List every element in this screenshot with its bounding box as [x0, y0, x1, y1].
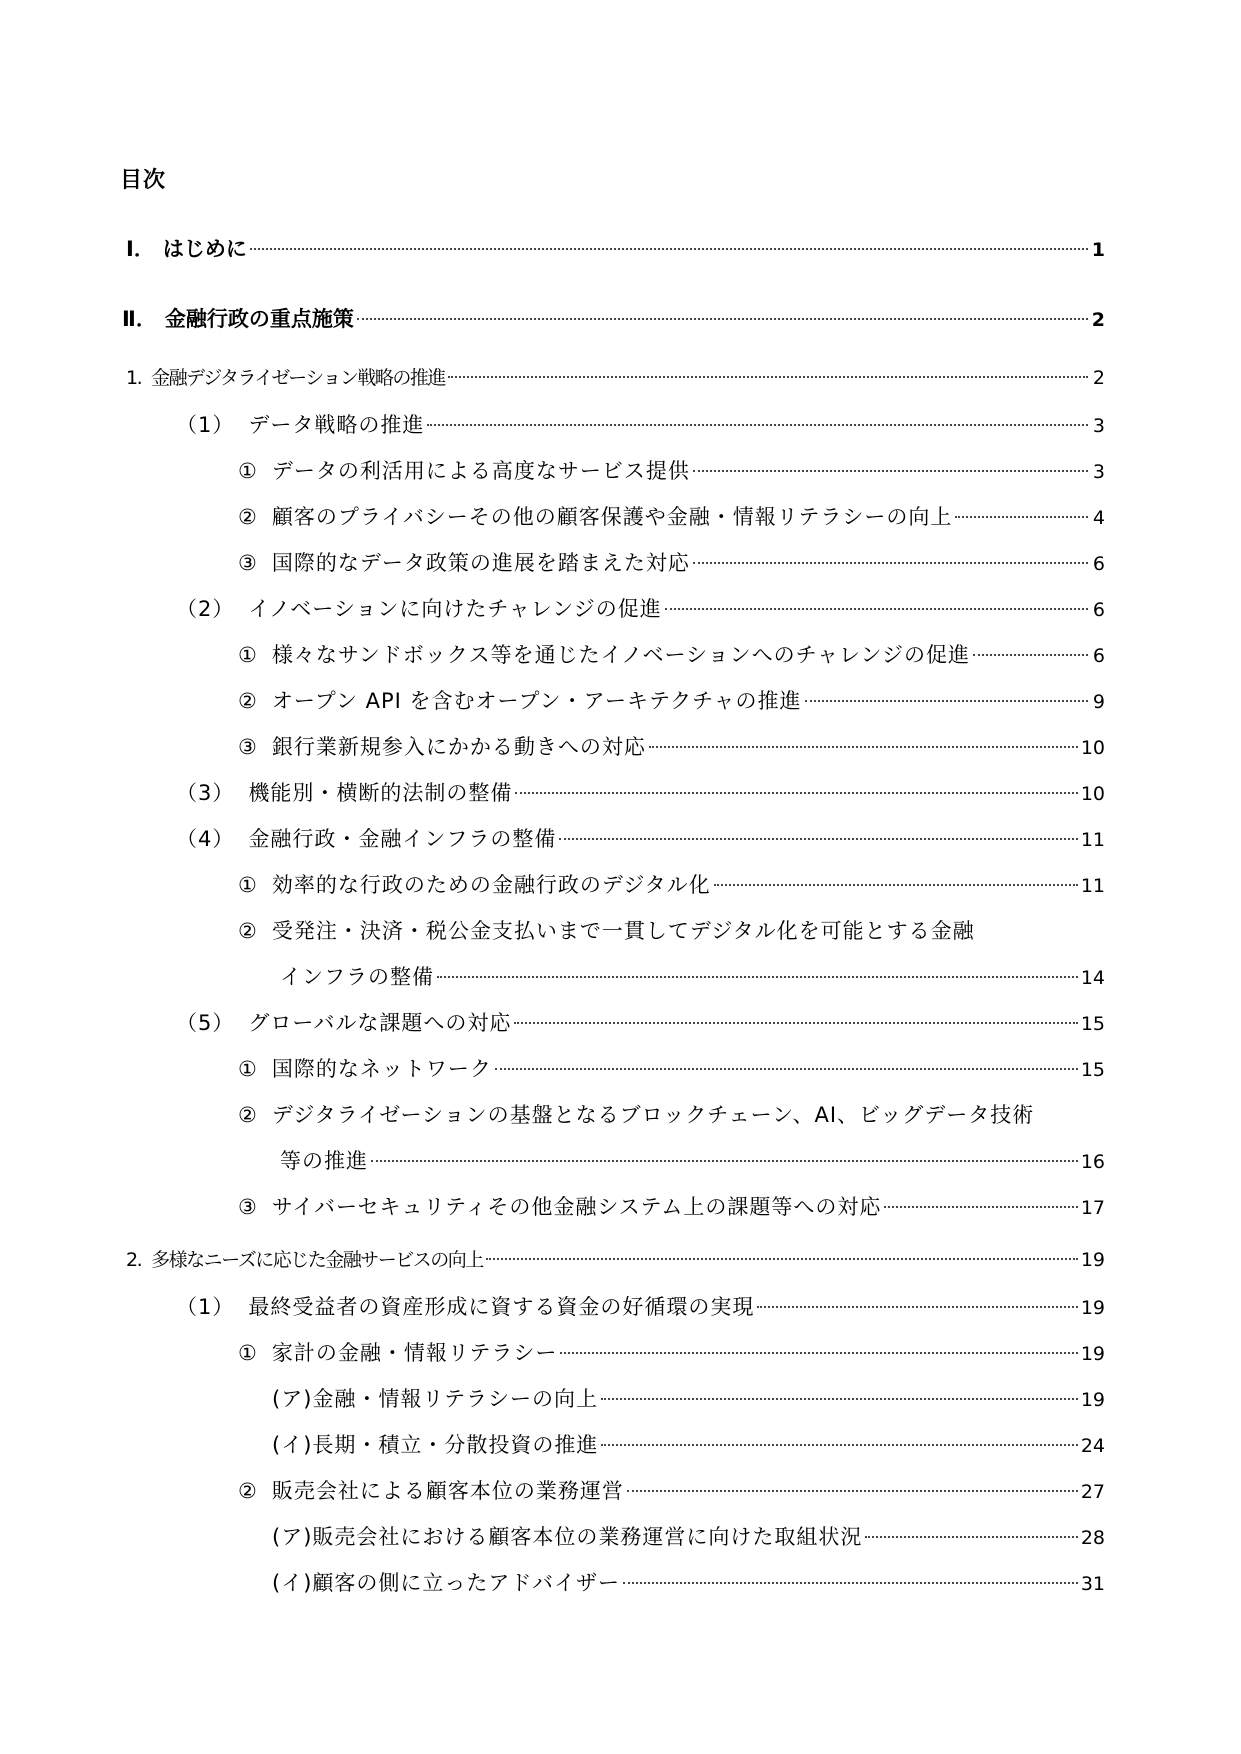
toc-page-number: 15 [1080, 1013, 1105, 1035]
toc-entry-text: 金融・情報リテラシーの向上 [312, 1387, 598, 1411]
toc-entry-marker: Ⅱ． [122, 307, 157, 331]
toc-entry-text: 顧客の側に立ったアドバイザー [312, 1571, 620, 1595]
dot-leader [884, 1206, 1077, 1208]
toc-entry[interactable] [126, 363, 1105, 390]
dot-leader [649, 746, 1078, 748]
toc-entry[interactable] [272, 1383, 1105, 1413]
toc-entry-marker: 2. [126, 1249, 142, 1271]
toc-entry-marker: ② [238, 1103, 258, 1127]
toc-entry[interactable] [238, 547, 1105, 577]
toc-entry-marker: ③ [238, 1195, 258, 1219]
toc-entry-marker: (イ) [272, 1433, 313, 1457]
toc-entry-text: データ戦略の推進 [248, 413, 425, 437]
toc-page-number: 2 [1091, 309, 1105, 331]
dot-leader [601, 1398, 1078, 1400]
toc-entry[interactable] [280, 961, 1105, 991]
toc-entry-text: 銀行業新規参入にかかる動きへの対応 [271, 735, 646, 759]
dot-leader [559, 838, 1077, 840]
toc-entry-marker: ② [238, 1479, 258, 1503]
toc-entry-marker: （2） [176, 597, 235, 621]
toc-entry-marker: (ア) [272, 1387, 313, 1411]
toc-entry-text: 金融行政・金融インフラの整備 [248, 827, 557, 851]
toc-entry-text: 効率的な行政のための金融行政のデジタル化 [271, 873, 711, 897]
dot-leader [514, 1022, 1077, 1024]
toc-entry[interactable] [126, 1245, 1105, 1272]
toc-entry[interactable] [238, 1053, 1105, 1083]
dot-leader [623, 1582, 1078, 1584]
toc-entry[interactable] [272, 1521, 1105, 1551]
toc-entry-marker: (イ) [272, 1571, 313, 1595]
toc-entry[interactable] [176, 823, 1105, 853]
toc-entry-marker: ② [238, 689, 258, 713]
toc-page-number: 9 [1092, 691, 1105, 713]
toc-entry[interactable] [238, 685, 1105, 715]
dot-leader [805, 700, 1088, 702]
toc-entry-text: 国際的なネットワーク [271, 1057, 492, 1081]
toc-entry-text: 顧客のプライバシーその他の顧客保護や金融・情報リテラシーの向上 [271, 505, 953, 529]
dot-leader [560, 1352, 1077, 1354]
dot-leader [437, 976, 1078, 978]
dot-leader [693, 562, 1088, 564]
toc-entry-continuation: インフラの整備 [280, 965, 434, 989]
toc-entry-marker: ② [238, 505, 258, 529]
toc-entry-marker: （5） [176, 1011, 235, 1035]
dot-leader [865, 1536, 1077, 1538]
toc-entry-text: 機能別・横断的法制の整備 [248, 781, 513, 805]
dot-leader [515, 792, 1077, 794]
toc-page-number: 27 [1080, 1481, 1105, 1503]
toc-entry-continuation: 等の推進 [280, 1149, 368, 1173]
toc-entry-text: データの利活用による高度なサービス提供 [271, 459, 690, 483]
toc-page-number: 15 [1080, 1059, 1105, 1081]
toc-page-number: 2 [1092, 367, 1105, 389]
toc-entry-text: サイバーセキュリティその他金融システム上の課題等への対応 [271, 1195, 882, 1219]
toc-entry[interactable] [280, 1145, 1105, 1175]
dot-leader [357, 318, 1088, 320]
toc-page-number: 28 [1080, 1527, 1105, 1549]
toc-page-number: 10 [1080, 737, 1105, 759]
toc-page-number: 11 [1080, 829, 1105, 851]
toc-page-number: 19 [1080, 1343, 1105, 1365]
dot-leader [973, 654, 1088, 656]
toc-page-number: 6 [1092, 645, 1105, 667]
toc-entry[interactable] [176, 1291, 1105, 1321]
toc-entry[interactable] [238, 501, 1105, 531]
toc-page-number: 3 [1092, 415, 1105, 437]
toc-title: 目次 [120, 168, 167, 193]
toc-entry-text: デジタライゼーションの基盤となるブロックチェーン、AI、ビッグデータ技術 [271, 1103, 1035, 1127]
toc-page-number: 1 [1091, 239, 1105, 261]
toc-entry-marker: （1） [176, 413, 235, 437]
dot-leader [371, 1160, 1078, 1162]
toc-page-number: 19 [1080, 1297, 1105, 1319]
toc-entry-text: グローバルな課題への対応 [248, 1011, 512, 1035]
toc-page-number: 24 [1080, 1435, 1105, 1457]
toc-entry-marker: ② [238, 919, 258, 943]
dot-leader [955, 516, 1088, 518]
toc-entry-marker: ③ [238, 735, 258, 759]
dot-leader [495, 1068, 1078, 1070]
toc-entry-marker: ③ [238, 551, 258, 575]
toc-entry-text: 最終受益者の資産形成に資する資金の好循環の実現 [248, 1295, 755, 1319]
toc-entry-text: 販売会社による顧客本位の業務運営 [271, 1479, 624, 1503]
dot-leader [427, 424, 1088, 426]
toc-entry[interactable] [238, 1337, 1105, 1367]
toc-entry[interactable] [126, 233, 1105, 263]
toc-entry-text: 多様なニーズに応じた金融サービスの向上 [151, 1249, 483, 1271]
dot-leader [627, 1490, 1078, 1492]
toc-page-number: 4 [1092, 507, 1105, 529]
dot-leader [757, 1306, 1077, 1308]
toc-entry-text: 販売会社における顧客本位の業務運営に向けた取組状況 [312, 1525, 863, 1549]
dot-leader [665, 608, 1088, 610]
toc-entry[interactable] [272, 1429, 1105, 1459]
toc-entry[interactable] [238, 1475, 1105, 1505]
toc-entry[interactable] [176, 1007, 1105, 1037]
toc-entry-line[interactable] [238, 1099, 1034, 1129]
toc-page-number: 17 [1080, 1197, 1105, 1219]
toc-page-number: 11 [1080, 875, 1105, 897]
toc-page-number: 6 [1092, 599, 1105, 621]
toc-entry-marker: 1. [126, 367, 142, 389]
toc-entry[interactable] [122, 303, 1105, 333]
toc-entry[interactable] [238, 639, 1105, 669]
toc-entry-text: オープン API を含むオープン・アーキテクチャの推進 [271, 689, 802, 713]
toc-entry-marker: （3） [176, 781, 235, 805]
toc-entry[interactable] [238, 1191, 1105, 1221]
toc-page-number: 10 [1080, 783, 1105, 805]
toc-entry-marker: ① [238, 643, 258, 667]
toc-entry-marker: ① [238, 1341, 258, 1365]
toc-entry[interactable] [176, 777, 1105, 807]
toc-entry-text: 受発注・決済・税公金支払いまで一貫してデジタル化を可能とする金融 [271, 919, 975, 943]
dot-leader [693, 470, 1088, 472]
toc-entry[interactable] [238, 455, 1105, 485]
toc-entry[interactable] [238, 731, 1105, 761]
toc-page-number: 6 [1092, 553, 1105, 575]
toc-page-number: 19 [1080, 1249, 1105, 1271]
toc-entry-marker: (ア) [272, 1525, 313, 1549]
dot-leader [486, 1258, 1078, 1260]
toc-entry-marker: （1） [176, 1295, 235, 1319]
dot-leader [714, 884, 1078, 886]
toc-entry-line[interactable] [238, 915, 975, 945]
toc-entry-text: 家計の金融・情報リテラシー [271, 1341, 558, 1365]
toc-entry[interactable] [272, 1567, 1105, 1597]
toc-page-number: 19 [1080, 1389, 1105, 1411]
toc-entry-text: 長期・積立・分散投資の推進 [312, 1433, 599, 1457]
toc-entry-marker: （4） [176, 827, 235, 851]
toc-entry[interactable] [238, 869, 1105, 899]
toc-page-number: 16 [1080, 1151, 1105, 1173]
toc-entry[interactable] [176, 409, 1105, 439]
toc-entry-marker: Ⅰ． [126, 237, 155, 261]
toc-entry-text: イノベーションに向けたチャレンジの促進 [248, 597, 662, 621]
toc-entry-text: はじめに [162, 237, 247, 261]
toc-page-number: 3 [1092, 461, 1105, 483]
toc-entry[interactable] [176, 593, 1105, 623]
toc-entry-text: 金融デジタライゼーション戦略の推進 [151, 367, 445, 389]
dot-leader [601, 1444, 1077, 1446]
toc-entry-text: 国際的なデータ政策の進展を踏まえた対応 [271, 551, 690, 575]
toc-entry-marker: ① [238, 873, 258, 897]
toc-entry-text: 様々なサンドボックス等を通じたイノベーションへのチャレンジの促進 [271, 643, 970, 667]
toc-entry-text: 金融行政の重点施策 [164, 307, 354, 331]
toc-page-number: 31 [1080, 1573, 1105, 1595]
dot-leader [448, 376, 1088, 378]
toc-entry-marker: ① [238, 459, 258, 483]
toc-entry-marker: ① [238, 1057, 258, 1081]
toc-page-number: 14 [1080, 967, 1105, 989]
dot-leader [250, 248, 1088, 250]
